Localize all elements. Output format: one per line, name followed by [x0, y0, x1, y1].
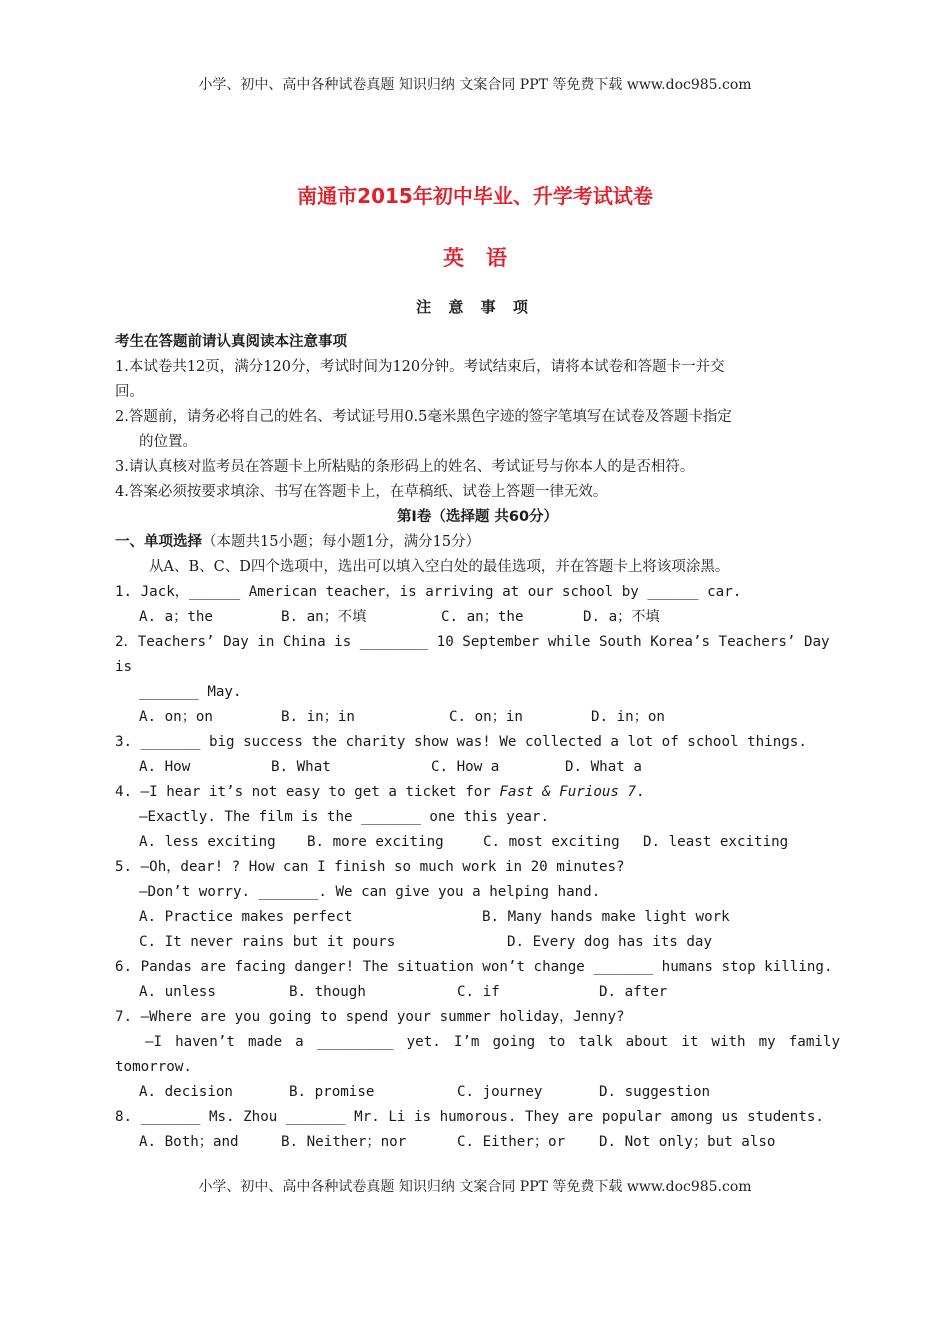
page-footer: 小学、初中、高中各种试卷真题 知识归纳 文案合同 PPT 等免费下载 www.doc985.com [198, 1179, 752, 1195]
q6-options [115, 980, 840, 1005]
q7-option-d[interactable]: D. suggestion [599, 1084, 711, 1100]
q6-stem: 6. Pandas are facing danger! The situation won’t change _______ humans stop killing. [115, 959, 833, 975]
q5-option-c[interactable]: C. It never rains but it pours [139, 934, 396, 950]
exam-title: 南通市2015年初中毕业、升学考试试卷 [297, 184, 653, 208]
q4-stem-text: 4. —I hear it’s not easy to get a ticket for [115, 784, 500, 800]
q4-option-d[interactable]: D. least exciting [643, 834, 789, 850]
q5-stem: 5. —Oh，dear! ? How can I finish so much work in 20 minutes? [115, 859, 625, 875]
notice-heading: 注 意 事 项 [416, 298, 534, 316]
note-3: 3.请认真核对监考员在答题卡上所粘贴的条形码上的姓名、考试证号与你本人的是否相符。 [115, 459, 695, 475]
note-4: 4.答案必须按要求填涂、书写在答题卡上，在草稿纸、试卷上答题一律无效。 [115, 484, 608, 500]
q5-option-a[interactable]: A. Practice makes perfect [139, 909, 353, 925]
q4-reply: —Exactly. The film is the _______ one this year. [139, 809, 549, 825]
note-2: 2.答题前，请务必将自己的姓名、考试证号用0.5毫米黑色字迹的签字笔填写在试卷及答题卡指定 [115, 409, 732, 425]
q3-option-d[interactable]: D. What a [565, 759, 642, 775]
q8-stem: 8. _______ Ms. Zhou _______ Mr. Li is humorous. They are popular among us students. [115, 1109, 824, 1125]
q3-option-b[interactable]: B. What [271, 759, 331, 775]
q6-option-d[interactable]: D. after [599, 984, 668, 1000]
q4-option-a[interactable]: A. less exciting [139, 834, 276, 850]
q3-options [115, 755, 840, 780]
q7-option-c[interactable]: C. journey [457, 1084, 543, 1100]
q7-stem: 7. —Where are you going to spend your summer holiday，Jenny? [115, 1009, 625, 1025]
q7-options [115, 1080, 840, 1105]
q1-option-c[interactable]: C. an；the [441, 609, 524, 625]
q2-option-d[interactable]: D. in；on [591, 709, 665, 725]
q4-options [115, 830, 840, 855]
subject-title: 英语 [443, 246, 529, 270]
q4-stem-end: . [636, 784, 645, 800]
q5-option-d[interactable]: D. Every dog has its day [507, 934, 712, 950]
q4-stem [115, 780, 840, 805]
q1-option-d[interactable]: D. a；不填 [583, 609, 660, 625]
q4-option-c[interactable]: C. most exciting [483, 834, 620, 850]
q7-option-b[interactable]: B. promise [289, 1084, 375, 1100]
note-2-cont: 的位置。 [139, 434, 197, 450]
q6-option-a[interactable]: A. unless [139, 984, 216, 1000]
q2-stem-cont2: _______ May. [139, 684, 242, 700]
q7-reply-cont: tomorrow. [115, 1059, 192, 1075]
q8-option-c[interactable]: C. Either；or [457, 1134, 566, 1150]
q3-option-a[interactable]: A. How [139, 759, 191, 775]
q2-option-c[interactable]: C. on；in [449, 709, 523, 725]
q5-options-row1 [115, 905, 840, 930]
q5-reply: —Don’t worry. _______. We can give you a helping hand. [139, 884, 601, 900]
exam-body [115, 330, 840, 1155]
q2-stem: 2．Teachers’ Day in China is ________ 10 September while South Korea’s Teachers’ Day [115, 634, 830, 650]
q6-option-c[interactable]: C. if [457, 984, 500, 1000]
q2-stem-cont: is [115, 659, 133, 675]
section1-heading-line [115, 530, 840, 555]
q7-option-a[interactable]: A. decision [139, 1084, 233, 1100]
q8-option-b[interactable]: B. Neither；nor [281, 1134, 407, 1150]
q5-options-row2 [115, 930, 840, 955]
section1-heading: 一、单项选择 [115, 534, 202, 550]
q4-film-title: Fast & Furious 7 [499, 784, 637, 800]
part1-title: 第Ⅰ卷（选择题 共60分） [396, 509, 559, 525]
q5-option-b[interactable]: B. Many hands make light work [482, 909, 730, 925]
q8-options [115, 1130, 840, 1155]
q1-stem: 1. Jack，______ American teacher，is arriving at our school by ______ car. [115, 584, 742, 600]
section1-instruction: 从A、B、C、D四个选项中，选出可以填入空白处的最佳选项，并在答题卡上将该项涂黑。 [149, 559, 730, 575]
q2-option-a[interactable]: A. on；on [139, 709, 213, 725]
note-1-cont: 回。 [115, 384, 144, 400]
q6-option-b[interactable]: B. though [289, 984, 366, 1000]
section1-heading-note: （本题共15小题；每小题1分，满分15分） [202, 534, 481, 550]
q4-option-b[interactable]: B. more exciting [307, 834, 444, 850]
q1-option-a[interactable]: A. a；the [139, 609, 213, 625]
q1-option-b[interactable]: B. an；不填 [281, 609, 367, 625]
q8-option-a[interactable]: A. Both；and [139, 1134, 239, 1150]
q2-option-b[interactable]: B. in；in [281, 709, 355, 725]
q7-reply: —I haven’t made a _________ yet. I’m going to talk about it with my family [145, 1034, 840, 1050]
notice-intro: 考生在答题前请认真阅读本注意事项 [115, 334, 347, 350]
page-header: 小学、初中、高中各种试卷真题 知识归纳 文案合同 PPT 等免费下载 www.doc985.com [198, 77, 752, 93]
q8-option-d[interactable]: D. Not only；but also [599, 1134, 776, 1150]
q2-options [115, 705, 840, 730]
q1-options [115, 605, 840, 630]
note-1: 1.本试卷共12页，满分120分，考试时间为120分钟。考试结束后，请将本试卷和答题卡一并交 [115, 359, 725, 375]
q3-option-c[interactable]: C. How a [431, 759, 500, 775]
q3-stem: 3. _______ big success the charity show was! We collected a lot of school things. [115, 734, 807, 750]
